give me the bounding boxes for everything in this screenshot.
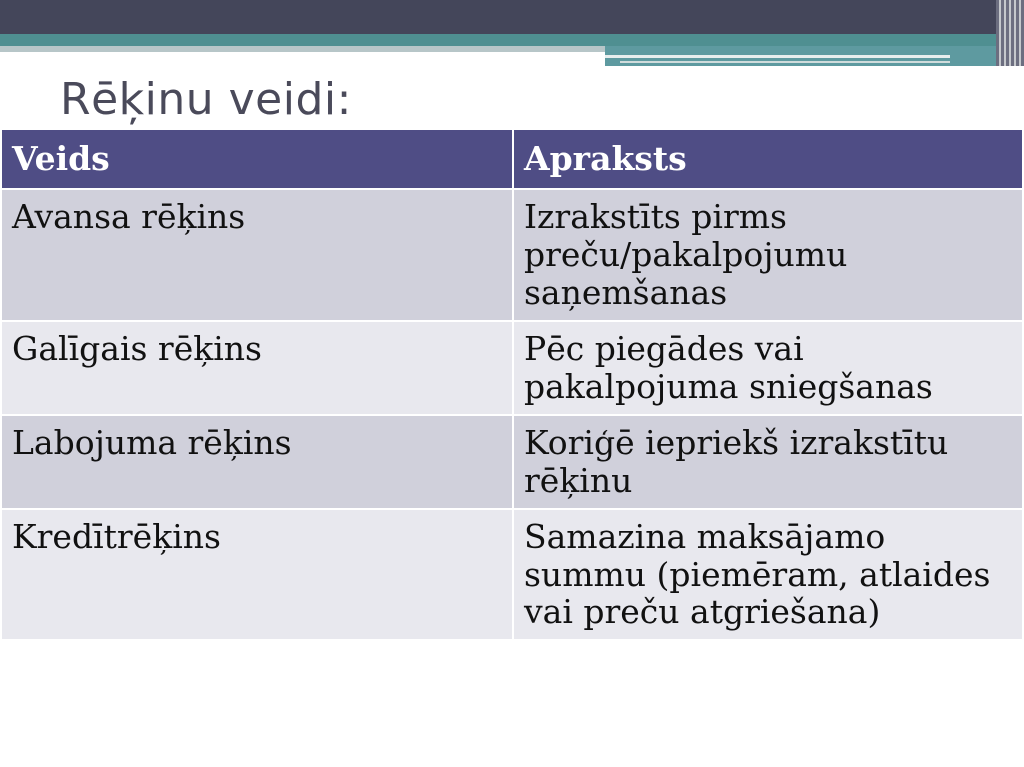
cell-veids: Avansa rēķins — [1, 189, 513, 321]
top-decor-bar — [0, 0, 1024, 34]
right-decor-line-secondary — [620, 61, 950, 63]
invoice-types-table — [0, 128, 1024, 641]
cell-veids: Galīgais rēķins — [1, 321, 513, 415]
teal-decor-bar — [0, 34, 1024, 46]
header-veids: Veids — [1, 129, 513, 189]
grey-decor-bar — [0, 46, 605, 52]
table-row — [1, 189, 1023, 321]
cell-apraksts: Pēc piegādes vai pakalpojuma sniegšanas — [513, 321, 1023, 415]
right-decor-line — [605, 55, 950, 58]
header-apraksts: Apraksts — [513, 129, 1023, 189]
slide-title: Rēķinu veidi: — [60, 74, 352, 125]
cell-apraksts: Samazina maksājamo summu (piemēram, atlaides vai preču atgriešana) — [513, 509, 1023, 641]
cell-veids: Labojuma rēķins — [1, 415, 513, 509]
table-row — [1, 509, 1023, 641]
table-header-row — [1, 129, 1023, 189]
table-row — [1, 415, 1023, 509]
corner-stripes-decor — [996, 0, 1024, 66]
cell-apraksts: Izrakstīts pirms preču/pakalpojumu saņemšanas — [513, 189, 1023, 321]
table-row — [1, 321, 1023, 415]
cell-apraksts: Koriģē iepriekš izrakstītu rēķinu — [513, 415, 1023, 509]
cell-veids: Kredītrēķins — [1, 509, 513, 641]
